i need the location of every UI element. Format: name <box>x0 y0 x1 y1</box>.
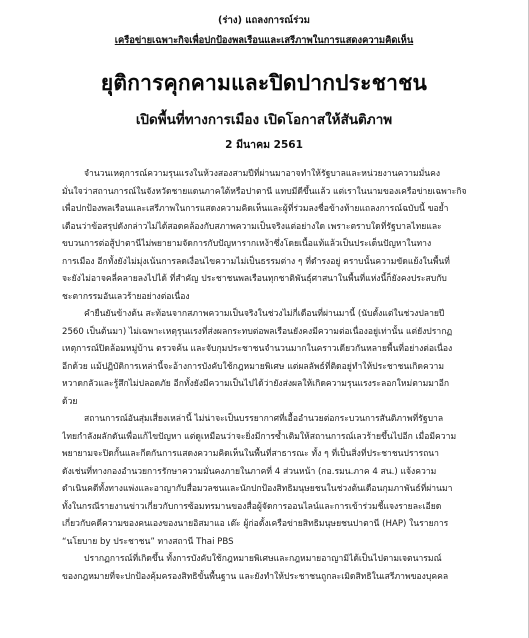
text-line: “นโยบาย by ประชาชน” ทางสถานี Thai PBS <box>62 536 234 547</box>
text-line: จำนวนเหตุการณ์ความรุนแรงในห้วงสองสามปีที่ผ่านมาอาจทำให้รัฐบาลและหน่วยงานความมั่นคง <box>84 169 441 179</box>
text-line: ทั้งในกรณีรายงานข่าวเกี่ยวกับการซ้อมทรมานของสื่อผู้จัดการออนไลน์และการเข้าร่วมชี้แจงรายละเอียด <box>62 501 442 512</box>
text-line: จะยังไม่อาจคลี่คลายลงไปได้ ที่สำคัญ ประชาชนพลเรือนทุกชาติพันธุ์ศาสนาในพื้นที่แห่งนี้ก็ยังคงประสบกับ <box>62 274 447 284</box>
text-line: สถานการณ์อันสุ่มเสี่ยงเหล่านี้ ไม่น่าจะเป็นบรรยากาศที่เอื้ออำนวยต่อกระบวนการสันติภาพที่รัฐบาล <box>84 414 444 424</box>
paragraph-4 <box>62 551 468 586</box>
network-name: เครือข่ายเฉพาะกิจเพื่อปกป้องพลเรือนและเสรีภาพในการแสดงความคิดเห็น <box>114 35 414 46</box>
text-line: หวาดกลัวและรู้สึกไม่ปลอดภัย อีกทั้งยังมีความเป็นไปได้ว่ายังส่งผลให้เกิดความรุนแรงระลอกใหม่ตามมาอีก <box>62 379 450 389</box>
text-line: มั่นใจว่าสถานการณ์ในจังหวัดชายแดนภาคใต้หรือปาตานี แทบมีดีขึ้นแล้ว แต่เราในนามของเครือข่ายเฉพาะกิจ <box>62 186 467 197</box>
text-line: ดังเช่นที่ทางกองอำนวยการรักษาความมั่นคงภายในภาคที่ 4 ส่วนหน้า (กอ.รมน.ภาค 4 สน.) แจ้งความ <box>62 466 437 477</box>
document-subtitle: เปิดพื้นที่ทางการเมือง เปิดโอกาสให้สันติภาพ <box>135 112 393 128</box>
text-line: เตือนว่าข้อสรุปดังกล่าวไม่ได้สอดคล้องกับสภาพความเป็นจริงแต่อย่างใด เพราะตราบใดที่รัฐบาลไทยและ <box>62 221 442 232</box>
text-line: ไทยกำลังผลักดันเพื่อแก้ไขปัญหา แต่ดูเหมือนว่าจะยิ่งมีการซ้ำเติมให้สถานการณ์เลวร้ายขึ้นไปอีก เมื่อมีความ <box>62 431 457 442</box>
paragraph-3 <box>62 411 468 551</box>
document-title: ยุติการคุกคามและปิดปากประชาชน <box>100 71 428 95</box>
text-line: ปรากฏการณ์ที่เกิดขึ้น ทั้งการบังคับใช้กฎหมายพิเศษและกฎหมายอาญามิได้เป็นไปตามเจตนารมณ์ <box>84 554 442 564</box>
statement-label: (ร่าง) แถลงการณ์ร่วม <box>217 15 310 26</box>
text-line: เพื่อปกป้องพลเรือนและเสรีภาพในการแสดงความคิดเห็นและผู้ที่ร่วมลงชื่อข้างท้ายแถลงการณ์ฉบับนี้ ขอย้ำ <box>62 204 449 214</box>
text-line: ชะตากรรมอันเลวร้ายอย่างต่อเนื่อง <box>62 291 190 302</box>
paragraph-2 <box>62 306 468 411</box>
text-line: ด้วย <box>62 396 78 407</box>
text-line: ขบวนการต่อสู้ปาตานีไม่พยายามจัดการกับปัญหารากเหง้าซึ่งโดยเนื้อแท้แล้วเป็นประเด็นปัญหาในทาง <box>62 239 432 249</box>
text-line: ของกฎหมายที่จะปกป้องคุ้มครองสิทธิขั้นพื้นฐาน และยังทำให้ประชาชนถูกละเมิดสิทธิในเสรีภาพของบุคคล <box>62 571 449 582</box>
text-line: เกี่ยวกับคดีความของคนเองของนายอิสมาแอ เต๊ะ ผู้ก่อตั้งเครือข่ายสิทธิมนุษยชนปาตานี (HAP) ในรายการ <box>62 519 449 529</box>
text-line: ดำเนินคดีทั้งทางแพ่งและอาญากับสื่อมวลชนและนักปกป้องสิทธิมนุษยชนในช่วงต้นเดือนกุมภาพันธ์ที่ผ่านมา <box>62 484 453 494</box>
text-line: เหตุการณ์ปิดล้อมหมู่บ้าน ตรวจค้น และจับกุมประชาชนจำนวนมากในคราวเดียวกันหลายพื้นที่อย่างต่อเนื่อง <box>62 344 453 354</box>
text-line: อีกด้วย แม้ปฏิบัติการเหล่านี้จะอ้างการบังคับใช้กฎหมายพิเศษ แต่ผลลัพธ์ที่ติดอยู่ทำให้ประชาชนเกิดความ <box>62 361 445 372</box>
paragraph-1 <box>62 166 468 306</box>
text-line: 2560 เป็นต้นมา) ไม่เฉพาะเหตุรุนแรงที่ส่งผลกระทบต่อพลเรือนยังคงมีความต่อเนื่องอยู่เท่านั้น แต่ยังปรากฏ <box>62 326 453 337</box>
document-date: 2 มีนาคม 2561 <box>225 139 303 151</box>
text-line: การเมือง อีกทั้งยังไม่มุ่งเน้นการลดเงื่อนไขความไม่เป็นธรรมต่าง ๆ ที่ดำรงอยู่ ตราบนั้นความขัดแย้งในพื้นที่ <box>62 256 450 267</box>
text-line: พยายามจะปิดกั้นและกีดกันการแสดงความคิดเห็นในพื้นที่สาธารณะ ทั้ง ๆ ที่เป็นสิ่งที่ประชาชนปรารถนา <box>62 449 439 459</box>
body-text <box>62 166 468 586</box>
text-line: คำยืนยันข้างต้น สะท้อนจากสภาพความเป็นจริงในช่วงไม่กี่เดือนที่ผ่านมานี้ (นับตั้งแต่ในช่วงปลายปี <box>84 309 445 319</box>
